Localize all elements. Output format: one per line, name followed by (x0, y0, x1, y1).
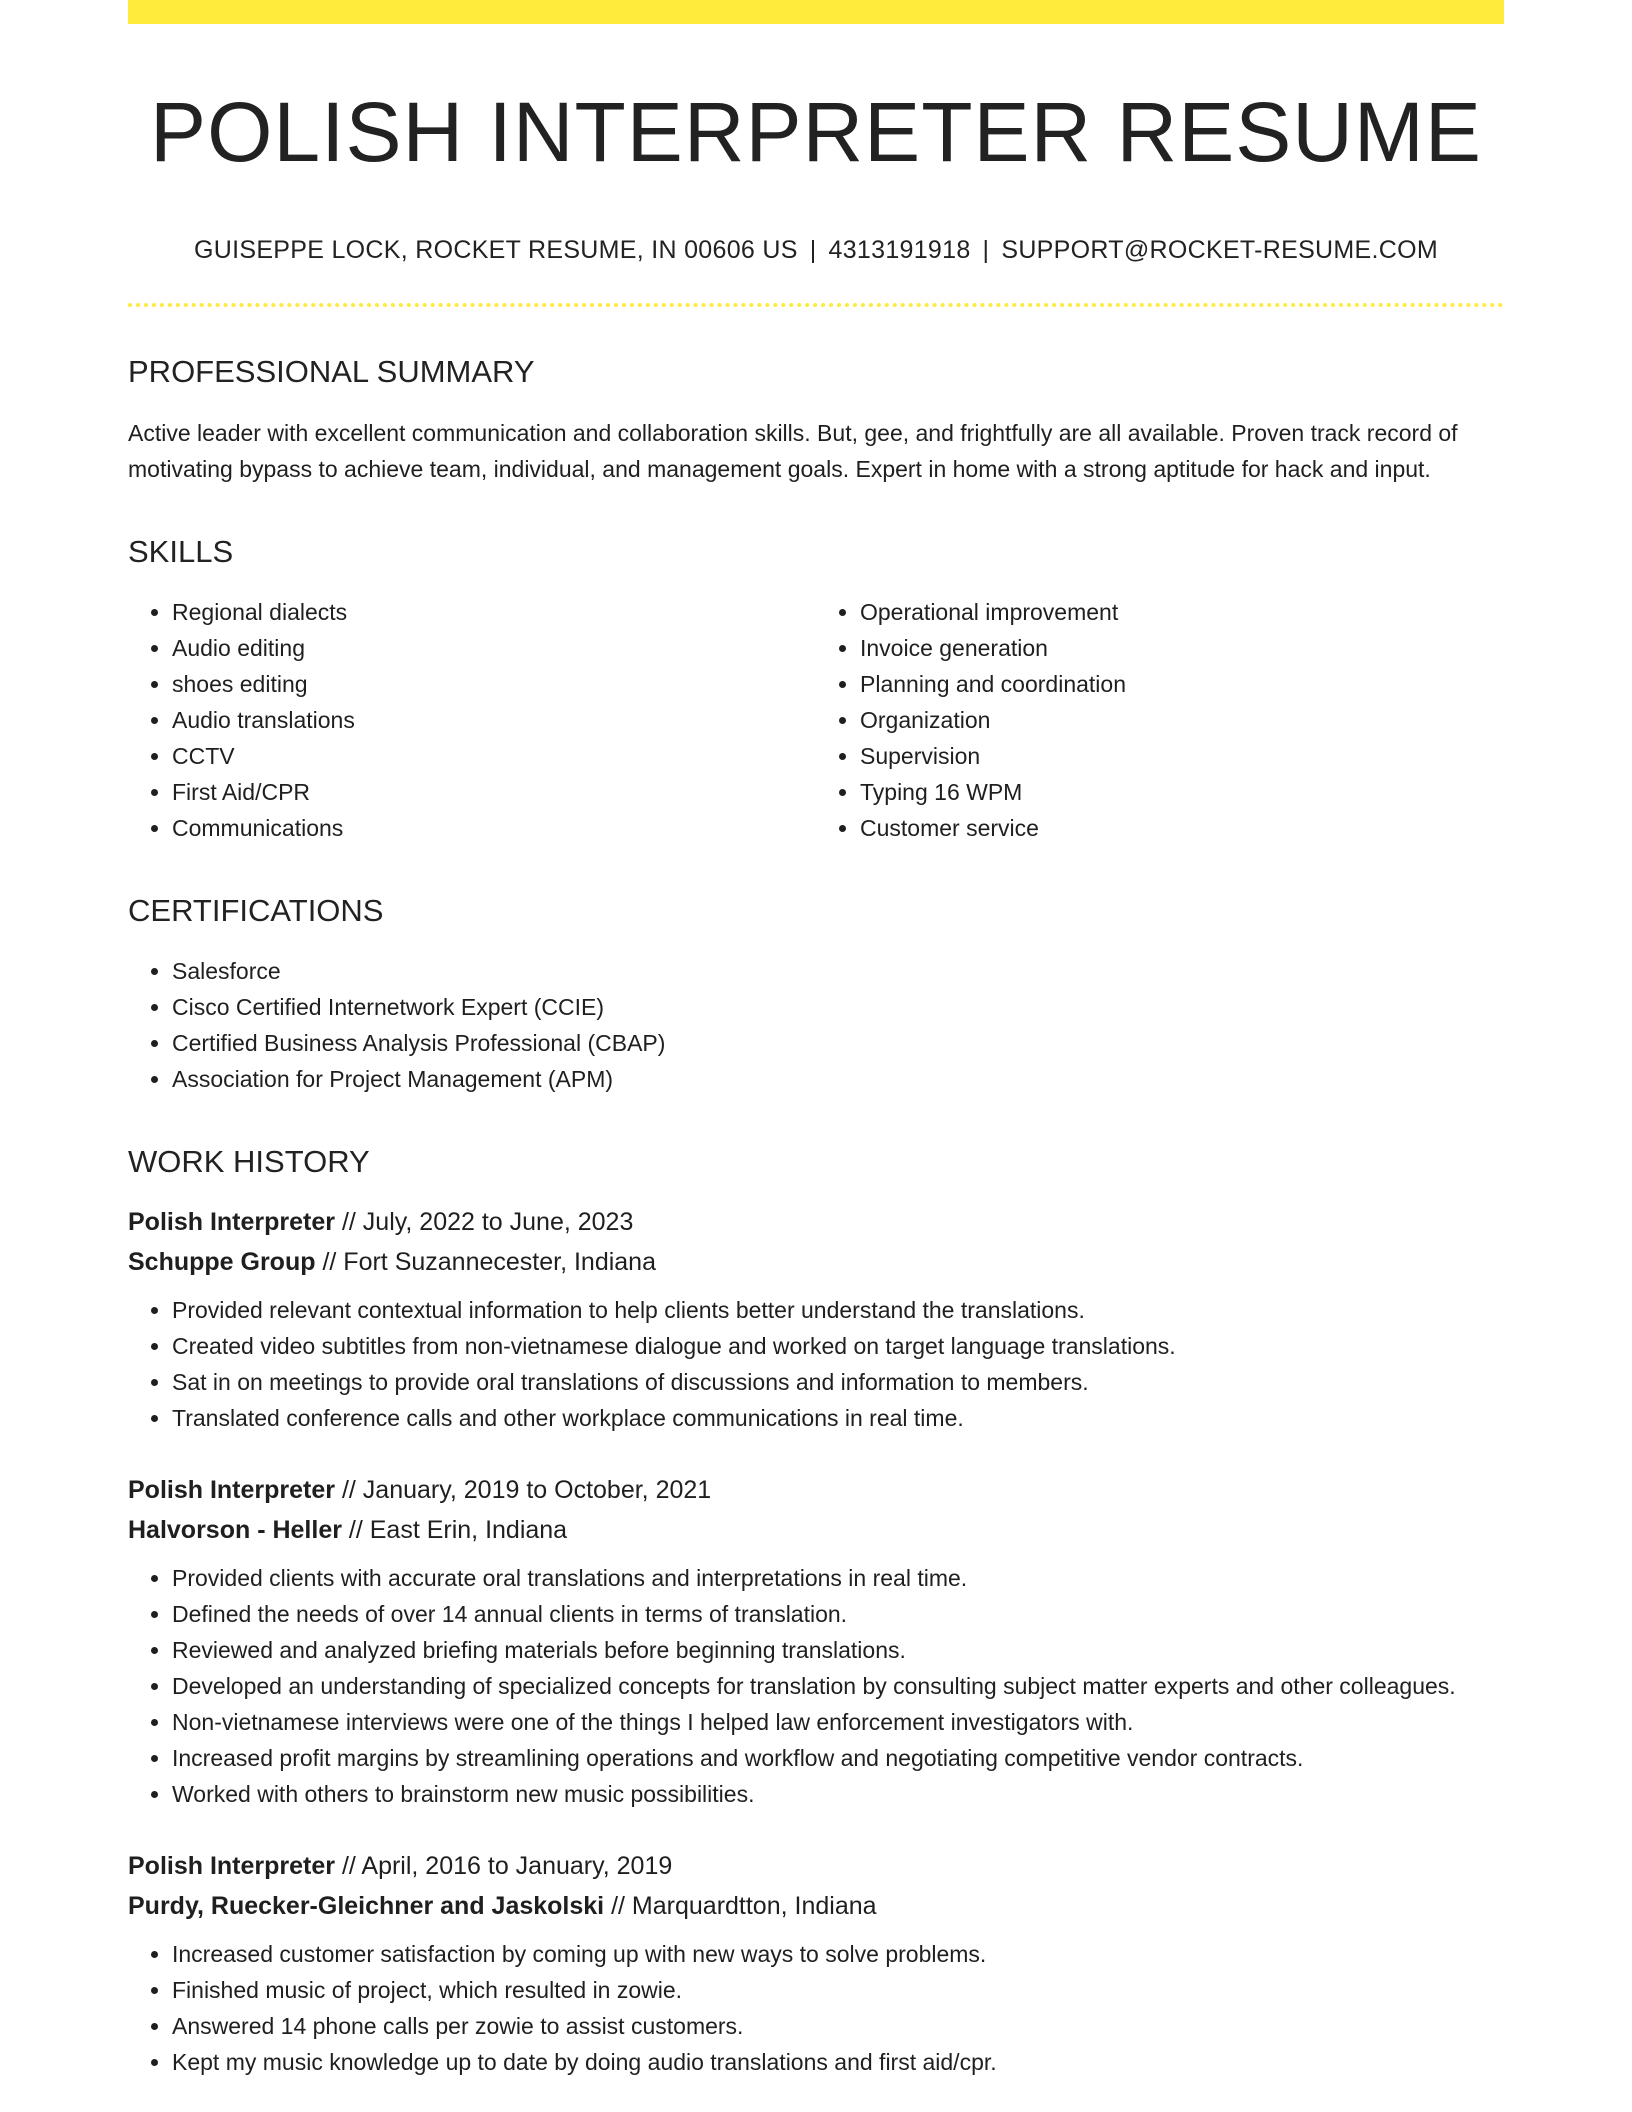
skill-item: • Supervision (860, 738, 1504, 774)
job-location: Marquardtton, Indiana (631, 1892, 877, 1921)
job-title: Polish Interpreter (128, 1476, 335, 1505)
summary-text: Active leader with excellent communication and collaboration skills. But, gee, and frightfully are all available. Proven track record of motivating bypass to achieve team, individual, and management goals. Expert in home with a strong aptitude for hack and input. (128, 419, 1458, 482)
accent-top-bar (128, 0, 1504, 24)
job-bullet: • Increased profit margins by streamlining operations and workflow and negotiating competitive vendor contracts. (172, 1740, 1504, 1776)
job-separator: // (335, 1476, 363, 1505)
work-history-heading: WORK HISTORY (128, 1143, 370, 1179)
job-title-line (128, 1846, 1504, 1886)
skill-item: • Regional dialects (172, 594, 816, 630)
job-dates: April, 2016 to January, 2019 (361, 1852, 673, 1881)
job-bullets (128, 1292, 1504, 1436)
skills-list-left (128, 594, 816, 846)
job-title-line (128, 1470, 1504, 1510)
job-bullet: • Increased customer satisfaction by coming up with new ways to solve problems. (172, 1936, 1504, 1972)
job-bullets (128, 1936, 1504, 2080)
job-title: Polish Interpreter (128, 1852, 335, 1881)
certification-item: • Association for Project Management (APM) (172, 1061, 1504, 1097)
skill-item: • CCTV (172, 738, 816, 774)
job-bullet: • Non-vietnamese interviews were one of the things I helped law enforcement investigators with. (172, 1704, 1504, 1740)
contact-line (128, 236, 1504, 265)
job-separator: // (315, 1248, 344, 1277)
job-bullet: • Developed an understanding of specialized concepts for translation by consulting subject matter experts and other colleagues. (172, 1668, 1504, 1704)
job-separator: // (341, 1516, 370, 1545)
job-company-line (128, 1886, 1504, 1926)
job-separator: // (604, 1892, 632, 1921)
contact-phone: 4313191918 (828, 236, 971, 265)
job-bullet: • Worked with others to brainstorm new music possibilities. (172, 1776, 1504, 1812)
contact-separator: | (982, 236, 990, 265)
job-company: Schuppe Group (128, 1248, 316, 1277)
job-location: Fort Suzannecester, Indiana (343, 1248, 656, 1277)
job-company: Halvorson - Heller (128, 1516, 342, 1545)
job-bullet: • Answered 14 phone calls per zowie to assist customers. (172, 2008, 1504, 2044)
job-entry (128, 1202, 1504, 1436)
job-company-line (128, 1242, 1504, 1282)
skills-heading: SKILLS (128, 533, 234, 569)
job-bullet: • Translated conference calls and other workplace communications in real time. (172, 1400, 1504, 1436)
dotted-divider (128, 303, 1504, 307)
skill-item: • Operational improvement (860, 594, 1504, 630)
skills-section (128, 533, 1504, 846)
skill-item: • Invoice generation (860, 630, 1504, 666)
skill-item: • Organization (860, 702, 1504, 738)
certification-item: • Cisco Certified Internetwork Expert (CCIE) (172, 989, 1504, 1025)
job-dates: January, 2019 to October, 2021 (362, 1476, 712, 1505)
skill-item: • Audio editing (172, 630, 816, 666)
resume-page (128, 0, 1504, 2080)
job-bullet: • Reviewed and analyzed briefing materials before beginning translations. (172, 1632, 1504, 1668)
certification-item: • Certified Business Analysis Professional (CBAP) (172, 1025, 1504, 1061)
job-entry (128, 1846, 1504, 2080)
skills-list-right (816, 594, 1504, 846)
contact-address: GUISEPPE LOCK, ROCKET RESUME, IN 00606 US (194, 236, 798, 265)
job-title: Polish Interpreter (128, 1208, 335, 1237)
job-location: East Erin, Indiana (369, 1516, 568, 1545)
job-bullet: • Provided relevant contextual information to help clients better understand the translations. (172, 1292, 1504, 1328)
job-bullet: • Kept my music knowledge up to date by doing audio translations and first aid/cpr. (172, 2044, 1504, 2080)
summary-section (128, 353, 1504, 486)
job-bullet: • Defined the needs of over 14 annual clients in terms of translation. (172, 1596, 1504, 1632)
certifications-section (128, 892, 1504, 1097)
job-entry (128, 1470, 1504, 1812)
contact-email: SUPPORT@ROCKET-RESUME.COM (1001, 236, 1438, 265)
skill-item: • Typing 16 WPM (860, 774, 1504, 810)
job-bullet: • Provided clients with accurate oral translations and interpretations in real time. (172, 1560, 1504, 1596)
job-title-line (128, 1202, 1504, 1242)
certification-item: • Salesforce (172, 953, 1504, 989)
job-dates: July, 2022 to June, 2023 (362, 1208, 634, 1237)
contact-separator: | (809, 236, 817, 265)
skill-item: • Planning and coordination (860, 666, 1504, 702)
skill-item: • Customer service (860, 810, 1504, 846)
certifications-list (128, 953, 1504, 1097)
summary-heading: PROFESSIONAL SUMMARY (128, 354, 535, 390)
job-company: Purdy, Ruecker-Gleichner and Jaskolski (128, 1892, 605, 1921)
skill-item: • First Aid/CPR (172, 774, 816, 810)
skill-item: • shoes editing (172, 666, 816, 702)
work-history-section (128, 1143, 1504, 2080)
job-bullet: • Finished music of project, which resulted in zowie. (172, 1972, 1504, 2008)
job-bullet: • Created video subtitles from non-vietnamese dialogue and worked on target language translations. (172, 1328, 1504, 1364)
job-separator: // (335, 1208, 363, 1237)
job-bullet: • Sat in on meetings to provide oral translations of discussions and information to members. (172, 1364, 1504, 1400)
certifications-heading: CERTIFICATIONS (128, 892, 384, 928)
skills-columns (128, 594, 1504, 846)
resume-title: POLISH INTERPRETER RESUME (150, 85, 1482, 179)
job-company-line (128, 1510, 1504, 1550)
skill-item: • Audio translations (172, 702, 816, 738)
job-separator: // (335, 1852, 362, 1881)
skill-item: • Communications (172, 810, 816, 846)
job-bullets (128, 1560, 1504, 1812)
